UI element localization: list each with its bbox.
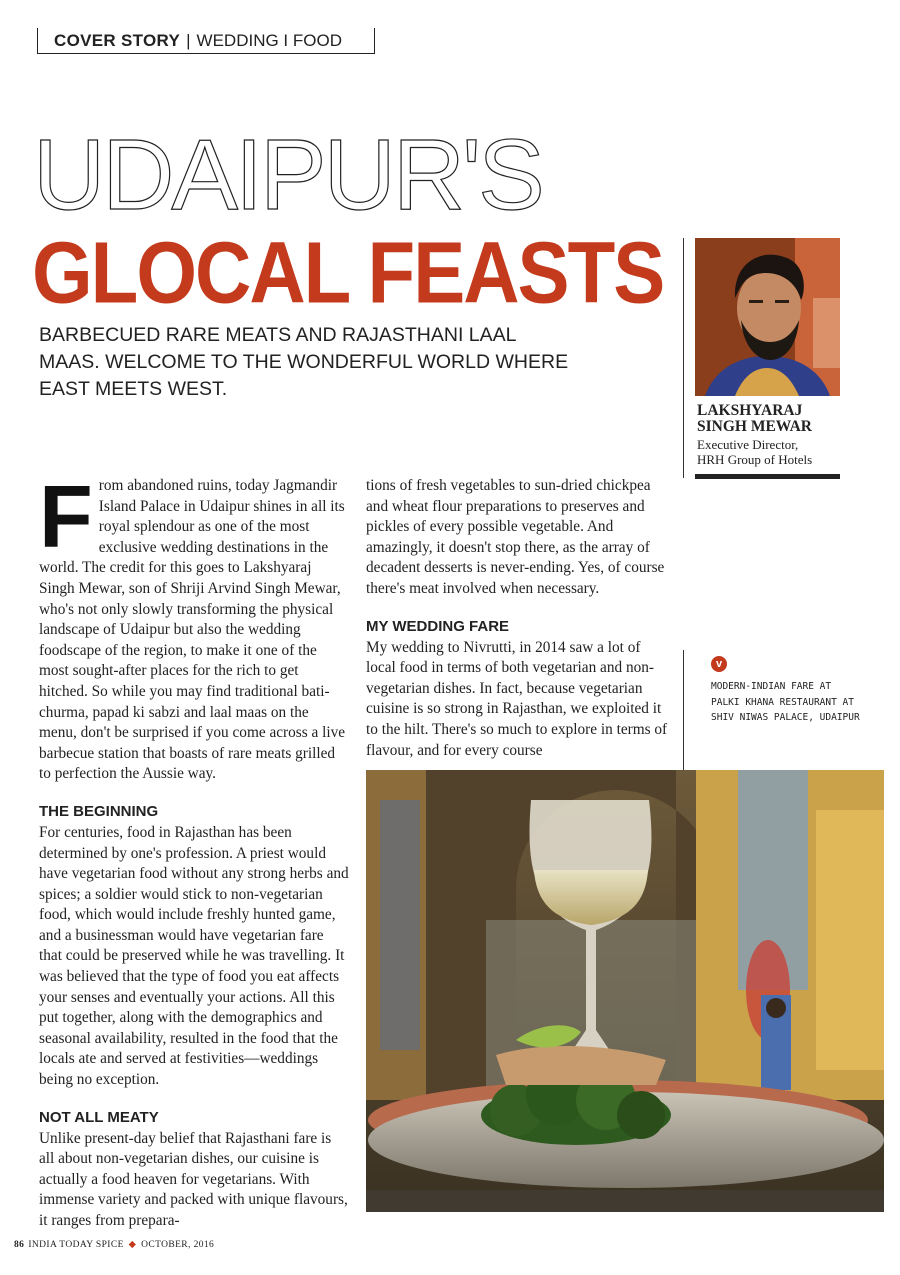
section-topics: WEDDING I FOOD	[196, 31, 342, 50]
profile-photo	[695, 238, 840, 396]
diamond-icon: ◆	[128, 1240, 137, 1250]
section-tag: COVER STORY | WEDDING I FOOD	[37, 28, 375, 54]
subhead-beginning: THE BEGINNING	[39, 802, 159, 820]
section-label: COVER STORY	[54, 31, 181, 50]
meaty-paragraph: Unlike present-day belief that Rajasthani fare is all about non-vegetarian dishes, our cuisine is actually a food heaven for vegetarians. With immense variety and packed with unique flavours, it ranges from prepara-	[39, 1129, 348, 1229]
subhead-my-wedding-fare: MY WEDDING FARE	[366, 617, 510, 635]
profile-divider	[683, 238, 684, 478]
issue-date: OCTOBER, 2016	[141, 1240, 215, 1250]
beginning-paragraph: For centuries, food in Rajasthan has been determined by one's profession. A priest would have vegetarian food without any strong herbs and spices; a soldier would stick to non-vegetarian food, which would include freshly hunted game, and a businessman would have vegetarian fare that could be preserved while he was travelling. It was believed that the type of food you eat affects your senses and eventually your actions. All this put together, along with the demographics and seasonal availability, resulted in the food that the locals ate and served at festivities—weddings being no exception.	[39, 823, 349, 1089]
drop-cap: F	[39, 467, 93, 566]
page-folio	[14, 1239, 214, 1250]
caption-divider	[683, 650, 684, 770]
wedding-paragraph: My wedding to Nivrutti, in 2014 saw a lot of local food in terms of both vegetarian and non-vegetarian dishes. In fact, because vegetarian cuisine is so strong in Rajasthan, we exploited it to the hilt. There's so much to explore in terms of flavour, and for every course	[366, 638, 668, 759]
v-circle-icon: v	[711, 656, 727, 672]
article-column-left	[39, 467, 349, 1232]
photo-caption: MODERN-INDIAN FARE AT PALKI KHANA RESTAURANT AT SHIV NIWAS PALACE, UDAIPUR	[711, 681, 860, 723]
headline-line-1: UDAIPUR'S	[33, 119, 542, 231]
headline-line-2: GLOCAL FEASTS	[32, 223, 664, 322]
food-photo	[366, 770, 884, 1212]
publication-name: INDIA TODAY SPICE	[28, 1240, 124, 1250]
profile-name: LAKSHYARAJ SINGH MEWAR	[697, 402, 812, 435]
profile-role	[697, 437, 847, 467]
profile-bar	[695, 474, 840, 479]
deck-text: BARBECUED RARE MEATS AND RAJASTHANI LAAL MAAS. WELCOME TO THE WONDERFUL WORLD WHERE EAST MEETS WEST.	[39, 324, 569, 400]
profile-role-line-1: Executive Director,	[697, 437, 799, 452]
page-number: 86	[14, 1240, 25, 1250]
article-column-right	[366, 476, 673, 761]
portrait-image	[695, 238, 840, 396]
intro-paragraph: From abandoned ruins, today Jagmandir Island Palace in Udaipur shines in all its royal splendour as one of the most exclusive wedding destinations in the world. The credit for this goes to Lakshyaraj Singh Mewar, son of Shriji Arvind Singh Mewar, who's not only slowly transforming the physical landscape of Udaipur but also the wedding foodscape of the region, to make it one of the most sought-after places for the rich to get hitched. So while you may find traditional bati-churma, papad ki sabzi and laal maas on the menu, don't be surprised if you come across a live barbecue station that boasts of rare meats grilled to perfection the Aussie way.	[39, 467, 346, 783]
subhead-not-all-meaty: NOT ALL MEATY	[39, 1108, 159, 1126]
food-photo-image	[366, 770, 884, 1212]
profile-role-line-2: HRH Group of Hotels	[697, 452, 813, 467]
meaty-paragraph-continued: tions of fresh vegetables to sun-dried chickpea and wheat flour preparations to preserves and pickles of every possible vegetable. And amazingly, it doesn't stop there, as the array of decadent desserts is never-ending. Yes, of course there's meat involved when necessary.	[366, 477, 665, 597]
